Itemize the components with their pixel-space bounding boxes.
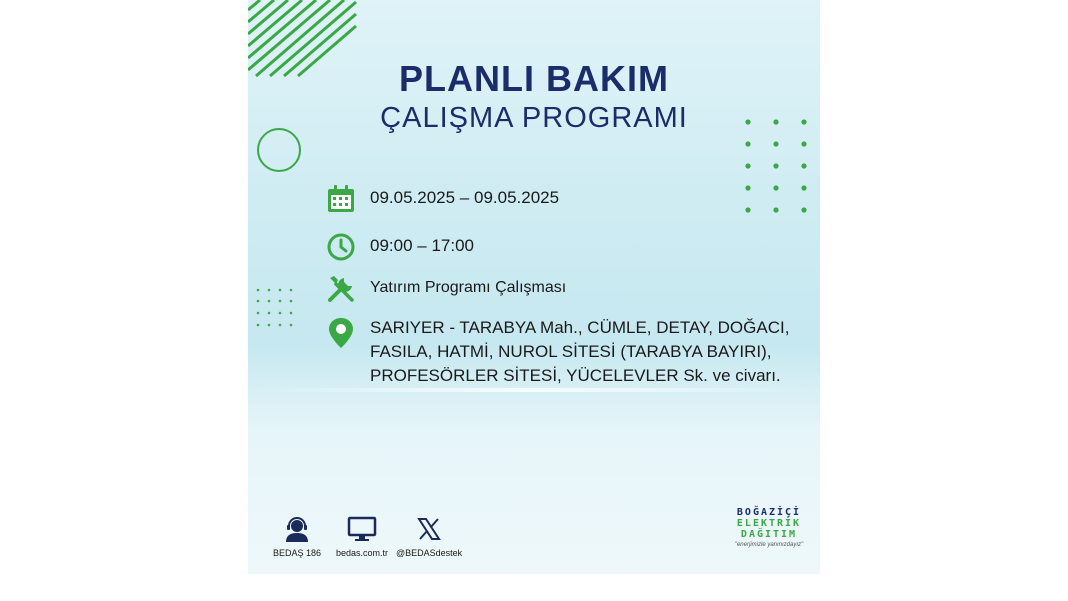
website-label: bedas.com.tr (335, 548, 389, 558)
location-row (326, 316, 800, 388)
tools-icon (326, 274, 356, 304)
monitor-icon (347, 515, 377, 543)
logo-line-3: DAĞITIM (740, 529, 798, 540)
headset-agent-icon (283, 515, 311, 543)
location-pin-icon (326, 316, 356, 350)
footer-callcenter (272, 514, 322, 558)
work-type-text: Yatırım Programı Çalışması (370, 279, 567, 296)
background-shine (248, 388, 820, 392)
clock-icon (326, 232, 356, 262)
title-sub: ÇALIŞMA PROGRAMI (380, 102, 688, 134)
maintenance-card (248, 0, 820, 574)
logo-line-1: BOĞAZİÇİ (736, 507, 802, 518)
location-line-1: SARIYER - TARABYA Mah., CÜMLE, DETAY, DOĞACI, (370, 318, 790, 337)
title-main: PLANLI BAKIM (399, 58, 669, 99)
callcenter-label: BEDAŞ 186 (272, 548, 322, 558)
location-line-3: PROFESÖRLER SİTESİ, YÜCELEVLER Sk. ve civarı. (370, 366, 781, 385)
footer-social (396, 514, 462, 558)
logo-slogan: "enerjimizle yanınızdayız" (734, 542, 804, 548)
location-line-2: FASILA, HATMİ, NUROL SİTESİ (TARABYA BAYIRI), (370, 342, 772, 361)
time-text: 09:00 – 17:00 (370, 236, 474, 255)
date-row (326, 184, 559, 214)
decorative-dots-left (254, 286, 304, 332)
calendar-icon (326, 184, 356, 214)
company-logo (726, 507, 812, 548)
time-row (326, 232, 474, 262)
logo-line-2: ELEKTRİK (736, 518, 802, 529)
social-label: @BEDASdestek (396, 548, 463, 558)
location-text (370, 316, 800, 388)
x-logo-icon (416, 516, 442, 542)
footer-website (332, 514, 392, 558)
work-type-row (326, 274, 566, 304)
date-text: 09.05.2025 – 09.05.2025 (370, 188, 560, 207)
